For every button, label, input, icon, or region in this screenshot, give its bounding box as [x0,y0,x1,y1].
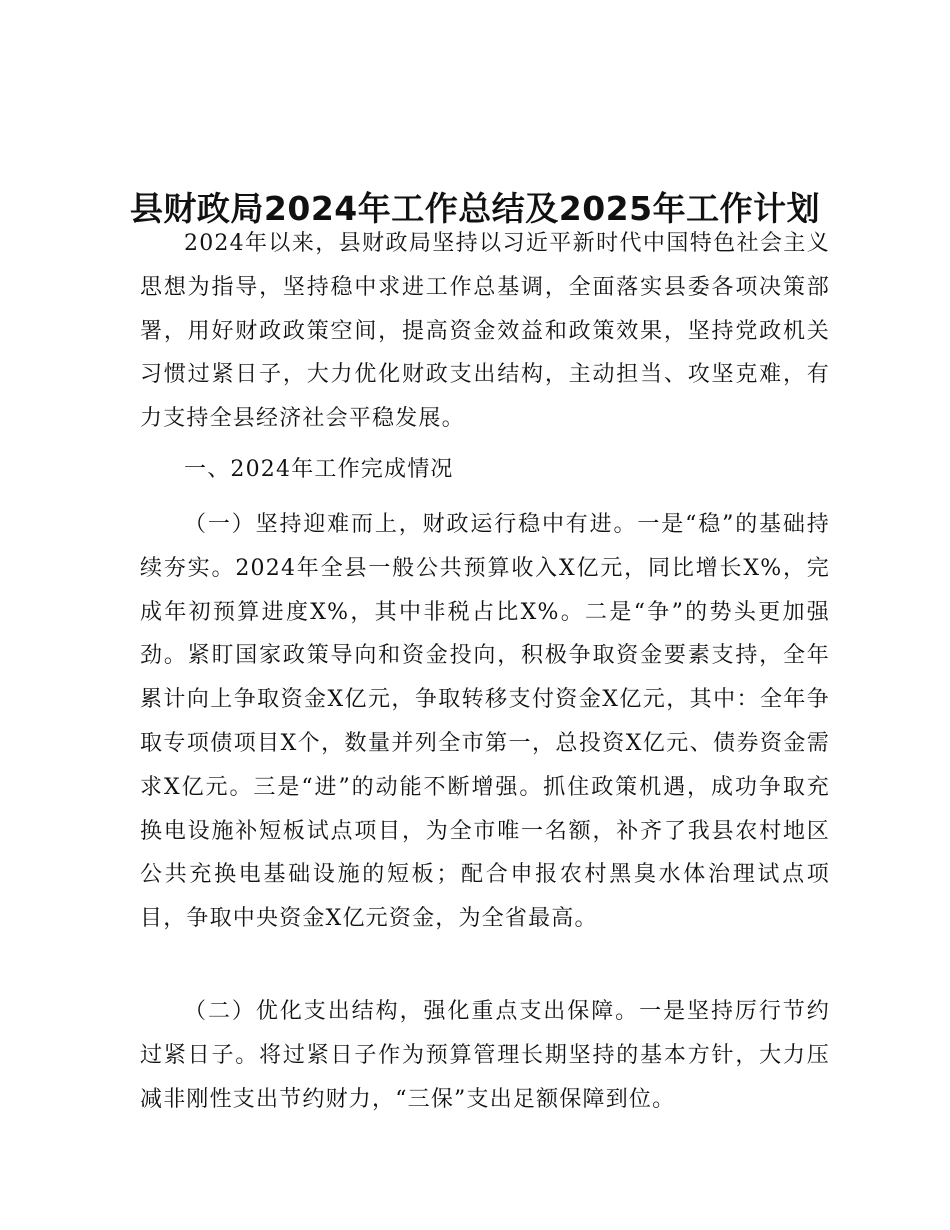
subsection-paragraph-1: （一）坚持迎难而上，财政运行稳中有进。一是“稳”的基础持续夯实。2024年全县一般公共预算收入X亿元，同比增长X%，完成年初预算进度X%，其中非税占比X%。二是“争”的势头更加强劲。紧盯国家政策导向和资金投向，积极争取资金要素支持，全年累计向上争取资金X亿元，争取转移支付资金X亿元，其中：全年争取专项债项目X个，数量并列全市第一，总投资X亿元、债券资金需求X亿元。三是“进”的动能不断增强。抓住政策机遇，成功争取充换电设施补短板试点项目，为全市唯一名额，补齐了我县农村地区公共充换电基础设施的短板；配合申报农村黑臭水体治理试点项目，争取中央资金X亿元资金，为全省最高。 [140,512,830,932]
document-title: 县财政局2024年工作总结及2025年工作计划 [129,189,821,229]
subsection-paragraph-2: （二）优化支出结构，强化重点支出保障。一是坚持厉行节约过紧日子。将过紧日子作为预算管理长期坚持的基本方针，大力压减非刚性支出节约财力，“三保”支出足额保障到位。 [140,999,830,1112]
section-heading: 一、2024年工作完成情况 [184,457,454,482]
intro-paragraph: 2024年以来，县财政局坚持以习近平新时代中国特色社会主义思想为指导，坚持稳中求进工作总基调，全面落实县委各项决策部署，用好财政政策空间，提高资金效益和政策效果，坚持党政机关习惯过紧日子，大力优化财政支出结构，主动担当、攻坚克难，有力支持全县经济社会平稳发展。 [140,231,830,432]
